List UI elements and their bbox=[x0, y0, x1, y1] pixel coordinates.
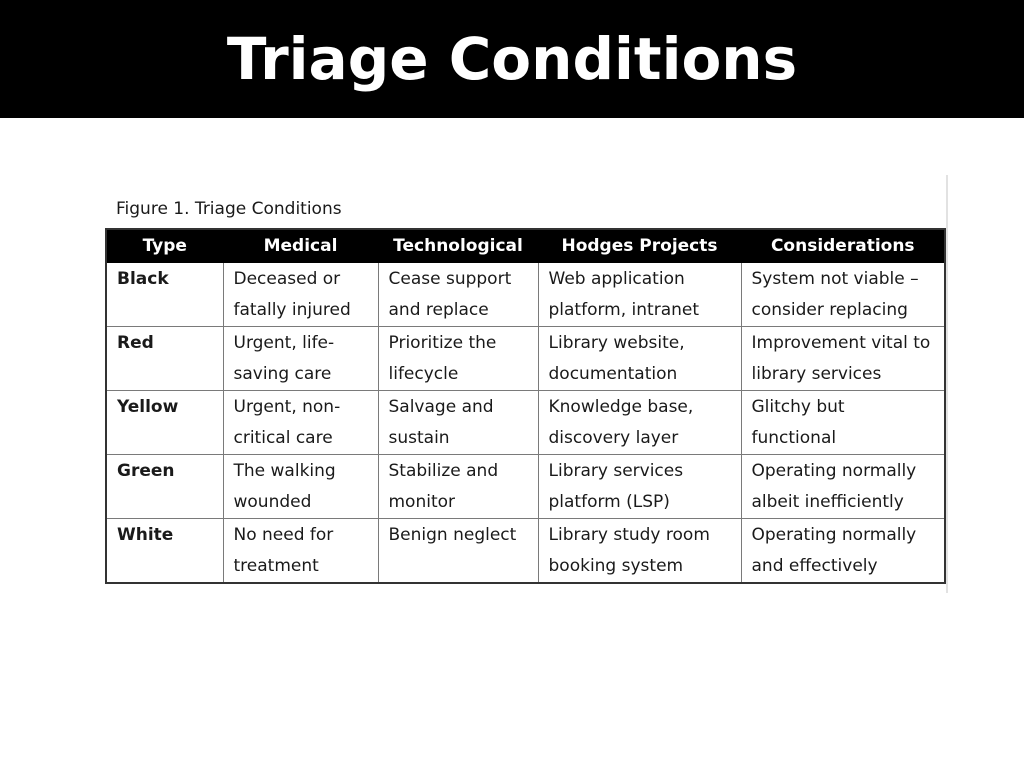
cell-hodges-projects: Library services platform (LSP) bbox=[538, 455, 741, 519]
header-type: Type bbox=[106, 229, 223, 263]
cell-hodges-projects: Web application platform, intranet bbox=[538, 263, 741, 327]
cell-type: Yellow bbox=[106, 391, 223, 455]
cell-technological: Stabilize and monitor bbox=[378, 455, 538, 519]
cell-type: Black bbox=[106, 263, 223, 327]
cell-considerations: Operating normally and effectively bbox=[741, 519, 945, 584]
table-header-row bbox=[106, 229, 945, 263]
cell-technological: Salvage and sustain bbox=[378, 391, 538, 455]
cell-technological: Benign neglect bbox=[378, 519, 538, 584]
table-row bbox=[106, 327, 945, 391]
slide-title: Triage Conditions bbox=[226, 25, 798, 93]
cell-medical: Urgent, non-critical care bbox=[223, 391, 378, 455]
cell-medical: The walking wounded bbox=[223, 455, 378, 519]
cell-considerations: Glitchy but functional bbox=[741, 391, 945, 455]
cell-hodges-projects: Library website, documentation bbox=[538, 327, 741, 391]
table-row bbox=[106, 263, 945, 327]
table-row bbox=[106, 519, 945, 584]
cell-type: Red bbox=[106, 327, 223, 391]
table-row bbox=[106, 391, 945, 455]
header-hodges-projects: Hodges Projects bbox=[538, 229, 741, 263]
cell-type: Green bbox=[106, 455, 223, 519]
cell-considerations: Operating normally albeit inefficiently bbox=[741, 455, 945, 519]
cell-considerations: System not viable – consider replacing bbox=[741, 263, 945, 327]
cell-hodges-projects: Knowledge base, discovery layer bbox=[538, 391, 741, 455]
figure bbox=[104, 175, 948, 593]
figure-caption: Figure 1. Triage Conditions bbox=[116, 199, 342, 219]
cell-technological: Cease support and replace bbox=[378, 263, 538, 327]
cell-medical: Urgent, life-saving care bbox=[223, 327, 378, 391]
header-medical: Medical bbox=[223, 229, 378, 263]
triage-table bbox=[105, 228, 946, 584]
table-row bbox=[106, 455, 945, 519]
cell-medical: Deceased or fatally injured bbox=[223, 263, 378, 327]
cell-hodges-projects: Library study room booking system bbox=[538, 519, 741, 584]
cell-technological: Prioritize the lifecycle bbox=[378, 327, 538, 391]
cell-medical: No need for treatment bbox=[223, 519, 378, 584]
header-technological: Technological bbox=[378, 229, 538, 263]
cell-type: White bbox=[106, 519, 223, 584]
cell-considerations: Improvement vital to library services bbox=[741, 327, 945, 391]
header-considerations: Considerations bbox=[741, 229, 945, 263]
